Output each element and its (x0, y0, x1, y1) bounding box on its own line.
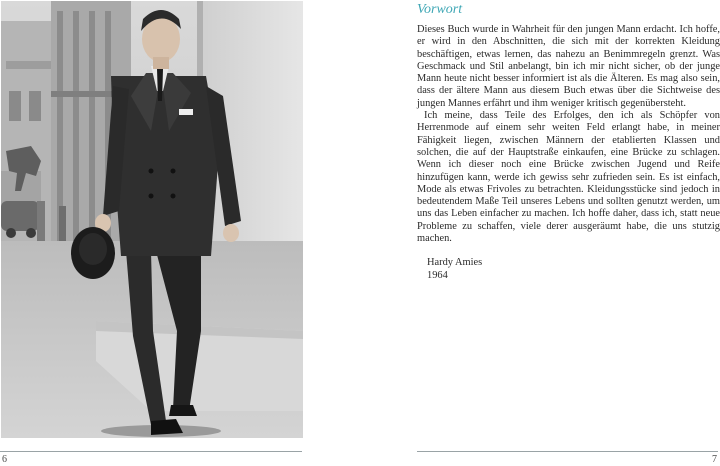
body-text (417, 24, 720, 282)
chapter-heading: Vorwort (417, 2, 463, 17)
page-number-left: 6 (2, 454, 7, 465)
photo-illustration (1, 1, 303, 438)
page-number-right: 7 (712, 454, 717, 465)
signature-block (417, 257, 720, 282)
footer-rule-right (417, 451, 718, 452)
paragraph-1: Dieses Buch wurde in Wahrheit für den jungen Mann erdacht. Ich hoffe, er wird in den Abschnitten, die sich mit der korrekten Kleidung beschäftigen, etwas lernen, das nahezu an Benimmregeln grenzt. Was Geschmack und Stil anbelangt, bin ich mir nicht sicher, ob der junge Mann heute nicht besser informiert ist als die Älteren. Es mag also sein, dass der ältere Mann aus diesem Buch etwas über die Sichtweise des jungen Mannes erfährt und ihm weniger kritisch gegenübersteht. (417, 24, 720, 109)
footer-rule-left (0, 451, 302, 452)
signature-year: 1964 (427, 269, 448, 281)
signature-name: Hardy Amies (427, 257, 483, 269)
right-page (360, 0, 720, 466)
photo-man-in-suit (1, 1, 303, 438)
paragraph-2: Ich meine, dass Teile des Erfolges, den ich als Schöpfer von Herrenmode auf einem sehr weiten Feld erlangt habe, in meiner Fähigkeit liegen, zwischen Männern der etablierten Klassen und solchen, die auf der Hauptstraße einkaufen, eine Brücke zu schlagen. Wenn ich dieser noch eine Brücke zwischen Jugend und Reife hinzufügen kann, werde ich gewiss sehr zufrieden sein. Es ist einfach, Mode als etwas Frivoles zu betrachten. Kleidungsstücke sind jedoch in bedeutendem Maße Teil unseres Lebens und sollten genutzt werden, um uns das Leben einfacher zu machen. Ich hoffe daher, dass ich, statt neue Probleme zu schaffen, viele derer ausgeräumt habe, die uns stutzig machen. (417, 110, 720, 245)
